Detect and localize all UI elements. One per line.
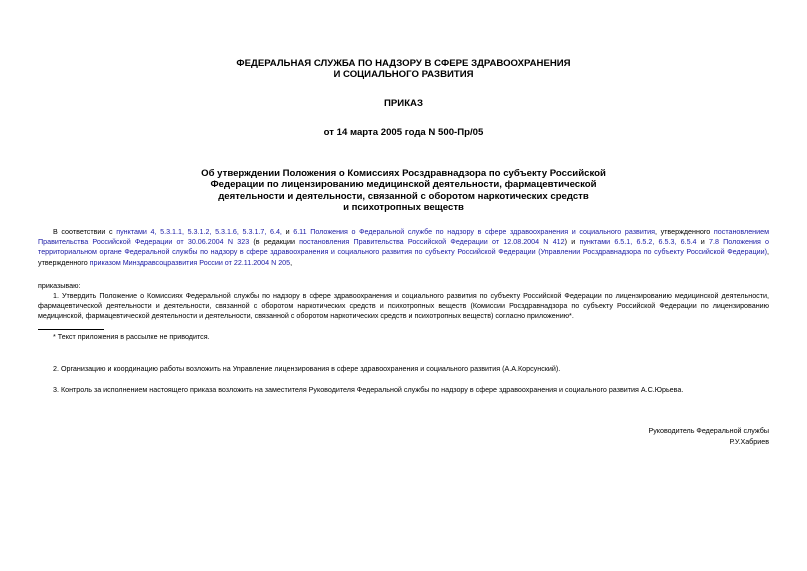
item-3 (38, 385, 769, 395)
agency-line-1: ФЕДЕРАЛЬНАЯ СЛУЖБА ПО НАДЗОРУ В СФЕРЕ ЗДРАВООХРАНЕНИЯ (236, 58, 571, 69)
document-title (0, 168, 807, 213)
signature-position: Руководитель Федеральной службы (648, 427, 769, 435)
footnote-divider (38, 329, 104, 330)
title-line-4: и психотропных веществ (343, 201, 464, 213)
item-2 (38, 364, 769, 374)
link-regulation-points[interactable]: пунктами 4, 5.3.1.1, 5.3.1.2, 5.3.1.6, 5.3.1.7, 6.4, (116, 228, 282, 236)
signature-name: Р.У.Хабриев (729, 437, 769, 446)
agency-name (0, 58, 807, 80)
agency-line-2: И СОЦИАЛЬНОГО РАЗВИТИЯ (333, 69, 474, 80)
title-line-3: деятельности и деятельности, связанной с оборотом наркотических средств (218, 190, 589, 202)
link-territorial-body-regulation[interactable]: 7.8 Положения о территориальном органе Федеральной службы по надзору в сфере здравоохранения и социального развития по субъекту Российской Федерации (Управлении Росздравнадзора по субъекту Российской Федерации) (38, 238, 770, 257)
doc-date-number: от 14 марта 2005 года N 500-Пр/05 (323, 127, 484, 138)
link-order-205[interactable]: приказом Минздравсоцразвития России от 22.11.2004 N 205 (89, 258, 291, 267)
item-1 (38, 291, 769, 322)
link-points-6-5[interactable]: пунктами 6.5.1, 6.5.2, 6.5.3, 6.5.4 (579, 238, 697, 247)
link-resolution-412[interactable]: постановления Правительства Российской Федерации от 12.08.2004 N 412 (299, 238, 565, 247)
doc-type: ПРИКАЗ (384, 98, 423, 109)
item-1-text: 1. Утвердить Положение о Комиссиях Федеральной службы по надзору в сфере здравоохранения и социального развития по субъекту Российской Федерации по лицензированию медицинской деятельности, фармацевтической деятельности и деятельности, связанной с оборотом наркотических средств и психотропных веществ (Комиссии Росздравнадзора по субъекту Российской Федерации по лицензированию медицинской, фармацевтической деятельности и деятельности, связанной с оборотом наркотических средств и психотропных веществ) согласно приложению*. (38, 292, 769, 321)
preamble-text: и (281, 228, 294, 236)
preamble-text: , утвержденного (38, 248, 769, 267)
item-2-text: 2. Организацию и координацию работы возложить на Управление лицензирования в сфере здравоохранения и социального развития (А.А.Корсунский). (53, 365, 561, 373)
footnote (38, 332, 769, 342)
link-resolution-323[interactable]: постановлением Правительства Российской Федерации от 30.06.2004 N 323 (38, 228, 769, 247)
footnote-text: * Текст приложения в рассылке не приводится. (53, 333, 210, 341)
signature-block (648, 426, 769, 447)
preamble-text: В соответствии с (53, 228, 117, 236)
order-word: приказываю: (38, 282, 81, 290)
link-regulation-service[interactable]: 6.11 Положения о Федеральной службе по надзору в сфере здравоохранения и социального развития (293, 228, 655, 236)
preamble-text: и (696, 238, 710, 247)
preamble-text: , (290, 258, 293, 267)
preamble-text: , утвержденного (654, 228, 714, 236)
title-line-1: Об утверждении Положения о Комиссиях Росздравнадзора по субъекту Российской (201, 168, 606, 179)
item-3-text: 3. Контроль за исполнением настоящего приказа возложить на заместителя Руководителя Федеральной службы по надзору в сфере здравоохранения и социального развития А.С.Юрьева. (53, 386, 684, 394)
preamble-text: ) и (564, 238, 580, 247)
title-line-2: Федерации по лицензированию медицинской деятельности, фармацевтической (210, 179, 597, 191)
preamble-paragraph (38, 227, 769, 268)
preamble-text: (в редакции (249, 238, 300, 247)
